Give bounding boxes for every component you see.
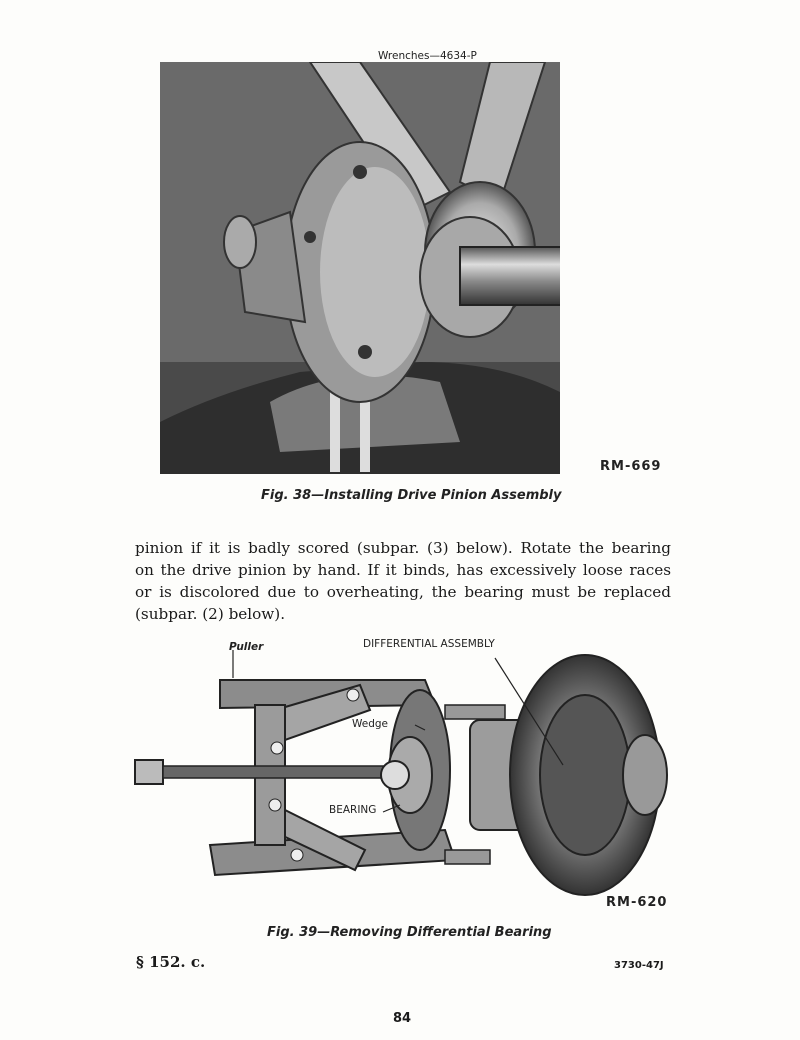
section-reference: § 152. c. [136,953,206,971]
body-paragraph [135,537,671,625]
figure-38-ref: RM-669 [600,459,662,474]
figure-38-illustration [160,62,560,474]
bearing-label: BEARING [329,804,377,816]
figure-38-caption: Fig. 38—Installing Drive Pinion Assembly [261,488,562,503]
figure-39-illustration [125,650,670,900]
page-number: 84 [393,1011,412,1026]
puller-label: Puller [229,641,264,653]
body-line: (subpar. (2) below). [135,605,286,623]
body-line: pinion if it is badly scored (subpar. (3) below). Rotate the bearing [135,539,671,557]
body-line: or is discolored due to overheating, the bearing must be replaced [135,583,671,601]
figure-39-ref: RM-620 [606,895,668,910]
figure-39-caption: Fig. 39—Removing Differential Bearing [267,925,552,940]
wrenches-callout: Wrenches—4634-P [378,50,477,62]
differential-assembly-label: DIFFERENTIAL ASSEMBLY [363,638,495,650]
body-line: on the drive pinion by hand. If it binds, has excessively loose races [135,561,671,579]
document-code: 3730-47J [614,960,664,971]
wedge-label: Wedge [352,718,389,730]
